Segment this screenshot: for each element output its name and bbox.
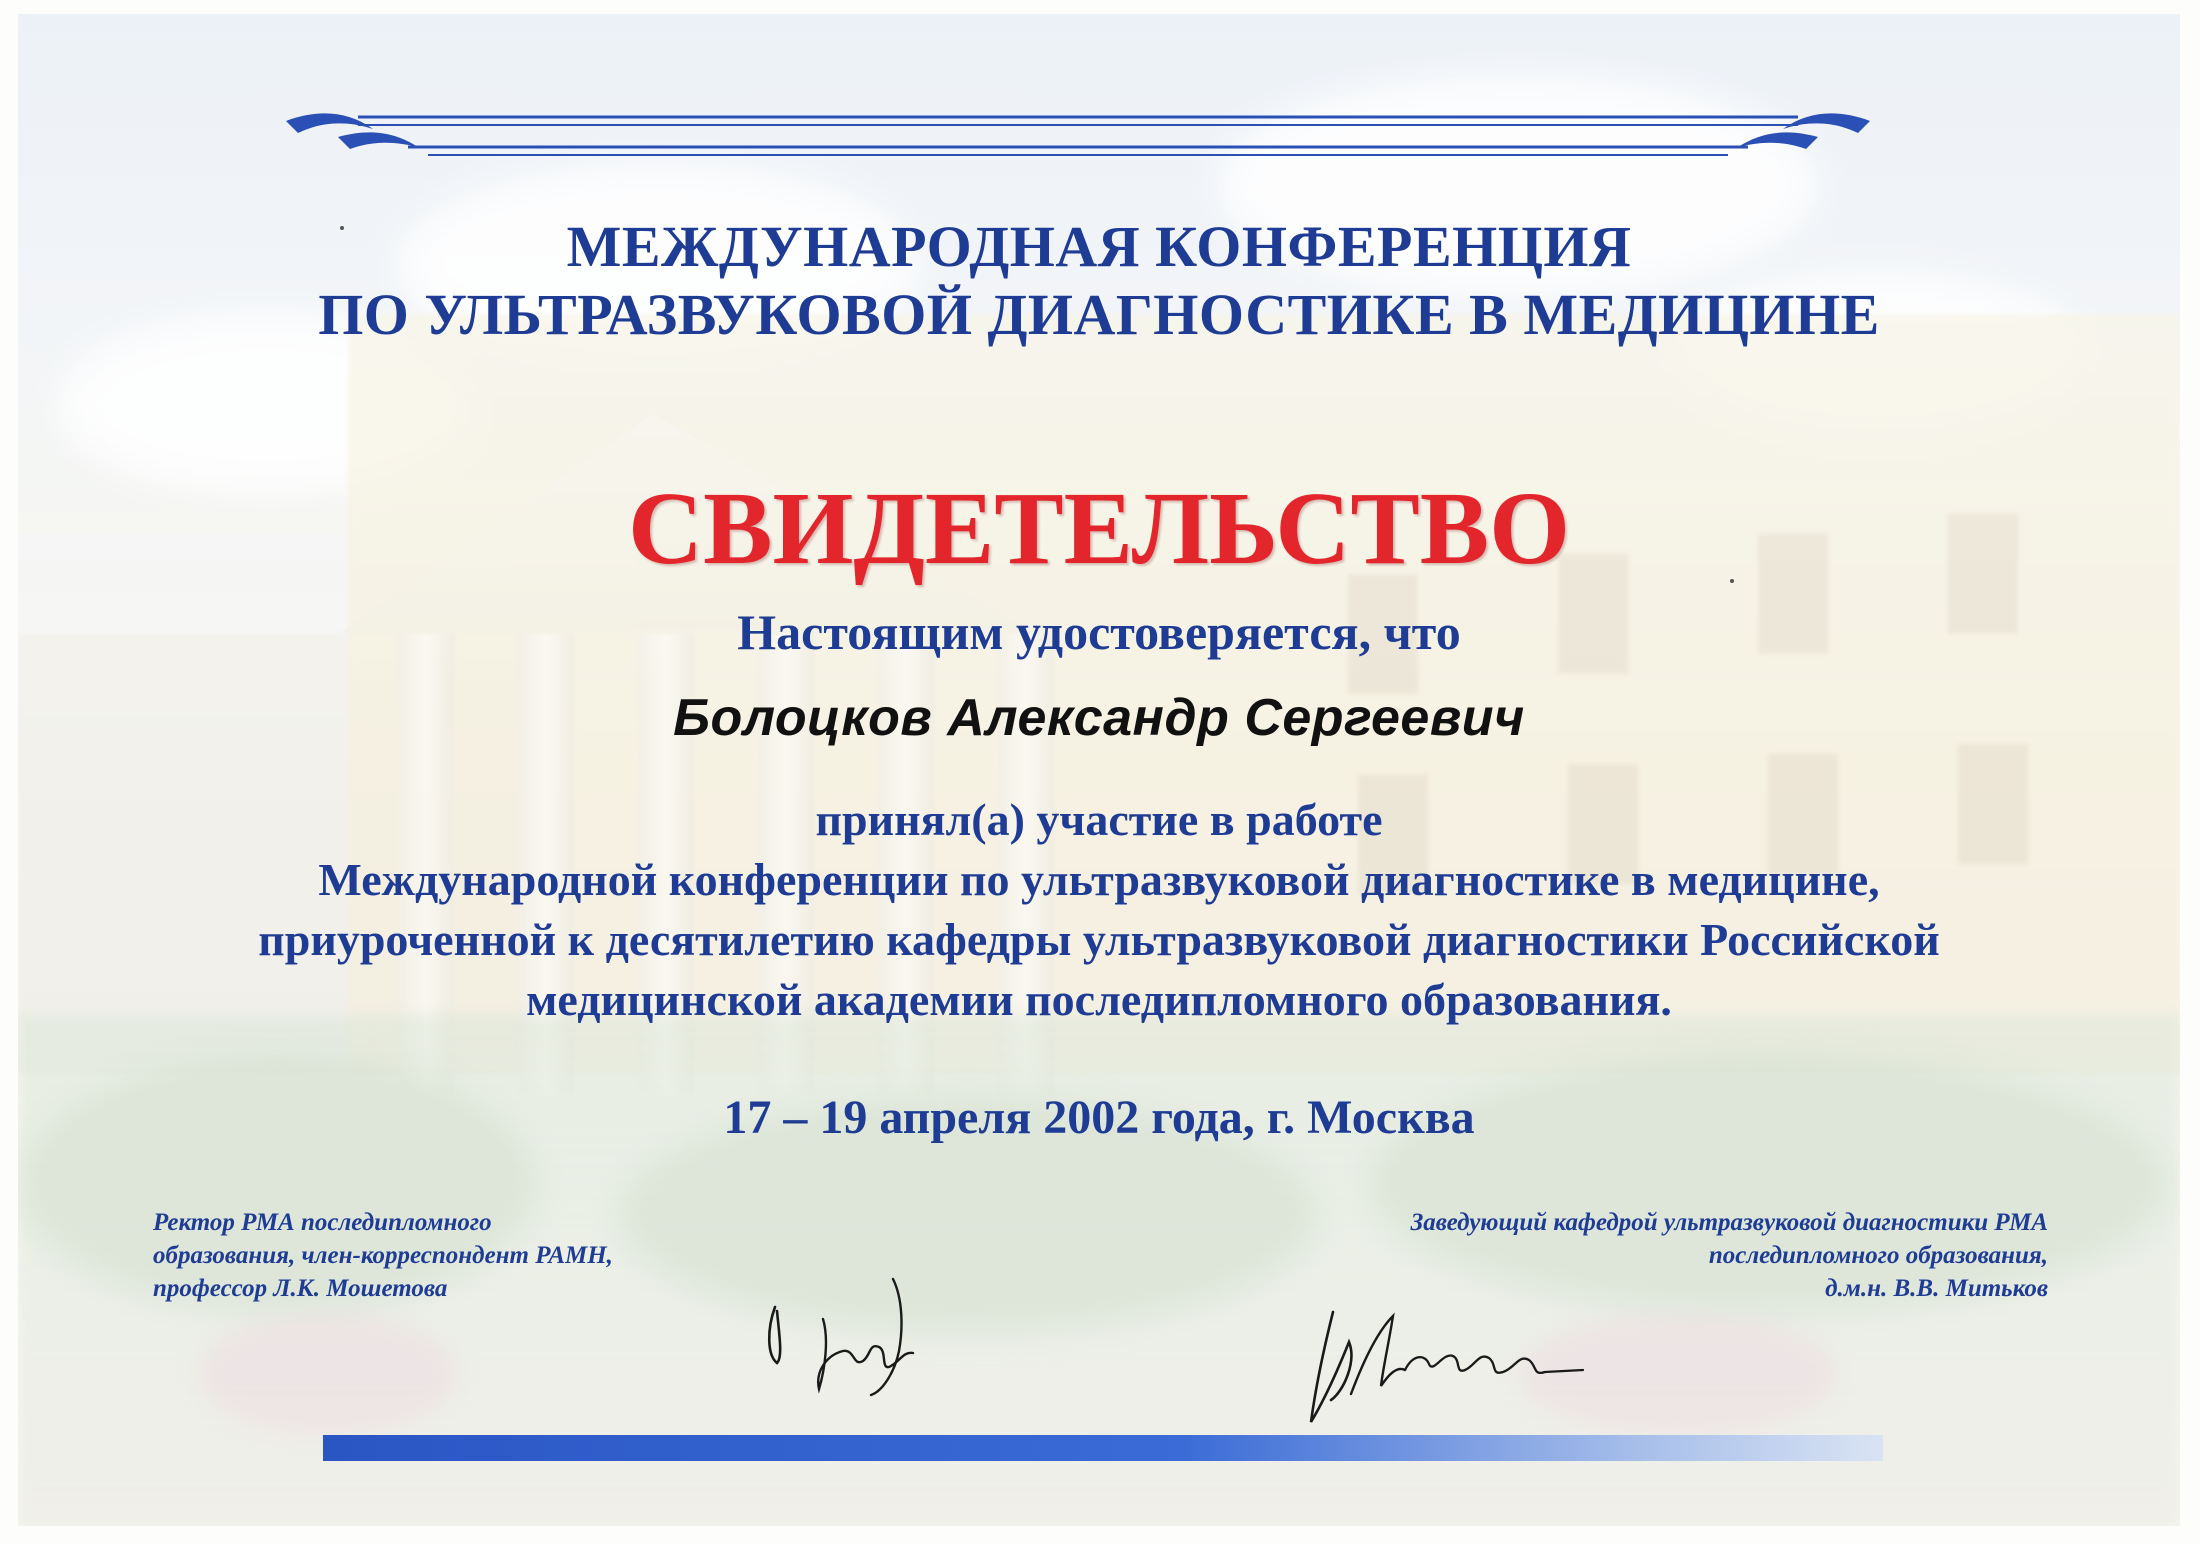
- signatory-left-line: Ректор РМА последипломного: [153, 1209, 492, 1236]
- head-signature: [1293, 1282, 1593, 1432]
- recipient-name: Болоцков Александр Сергеевич: [673, 689, 1525, 747]
- scan-speck: [340, 226, 344, 230]
- body-line: принял(а) участие в работе: [815, 794, 1383, 845]
- scan-speck: [1730, 579, 1734, 583]
- body-line: медицинской академии последипломного образования.: [526, 974, 1672, 1025]
- body-line: приуроченной к десятилетию кафедры ультразвуковой диагностики Российской: [258, 914, 1940, 965]
- conference-title-line1: МЕЖДУНАРОДНАЯ КОНФЕРЕНЦИЯ: [566, 214, 1632, 279]
- date-and-place: 17 – 19 апреля 2002 года, г. Москва: [723, 1091, 1475, 1144]
- signatory-right-line: Заведующий кафедрой ультразвуковой диагностики РМА: [1410, 1209, 2048, 1236]
- certificate: [18, 14, 2180, 1526]
- certifies-text: Настоящим удостоверяется, что: [737, 604, 1461, 660]
- bottom-decorative-bar: [323, 1435, 1883, 1461]
- signatory-right-line: последипломного образования,: [1708, 1242, 2048, 1269]
- signatory-left: [153, 1206, 613, 1305]
- top-ornament: [278, 99, 1878, 169]
- signatory-right-line: д.м.н. В.В. Митьков: [1825, 1275, 2048, 1302]
- conference-title-line2: ПО УЛЬТРАЗВУКОВОЙ ДИАГНОСТИКЕ В МЕДИЦИНЕ: [318, 282, 1880, 347]
- signatory-left-line: профессор Л.К. Мошетова: [153, 1275, 448, 1302]
- body-line: Международной конференции по ультразвуковой диагностике в медицине,: [318, 854, 1880, 905]
- signatory-left-line: образования, член-корреспондент РАМН,: [153, 1242, 613, 1269]
- certificate-title: СВИДЕТЕЛЬСТВО: [627, 471, 1571, 586]
- rector-signature: [753, 1259, 943, 1399]
